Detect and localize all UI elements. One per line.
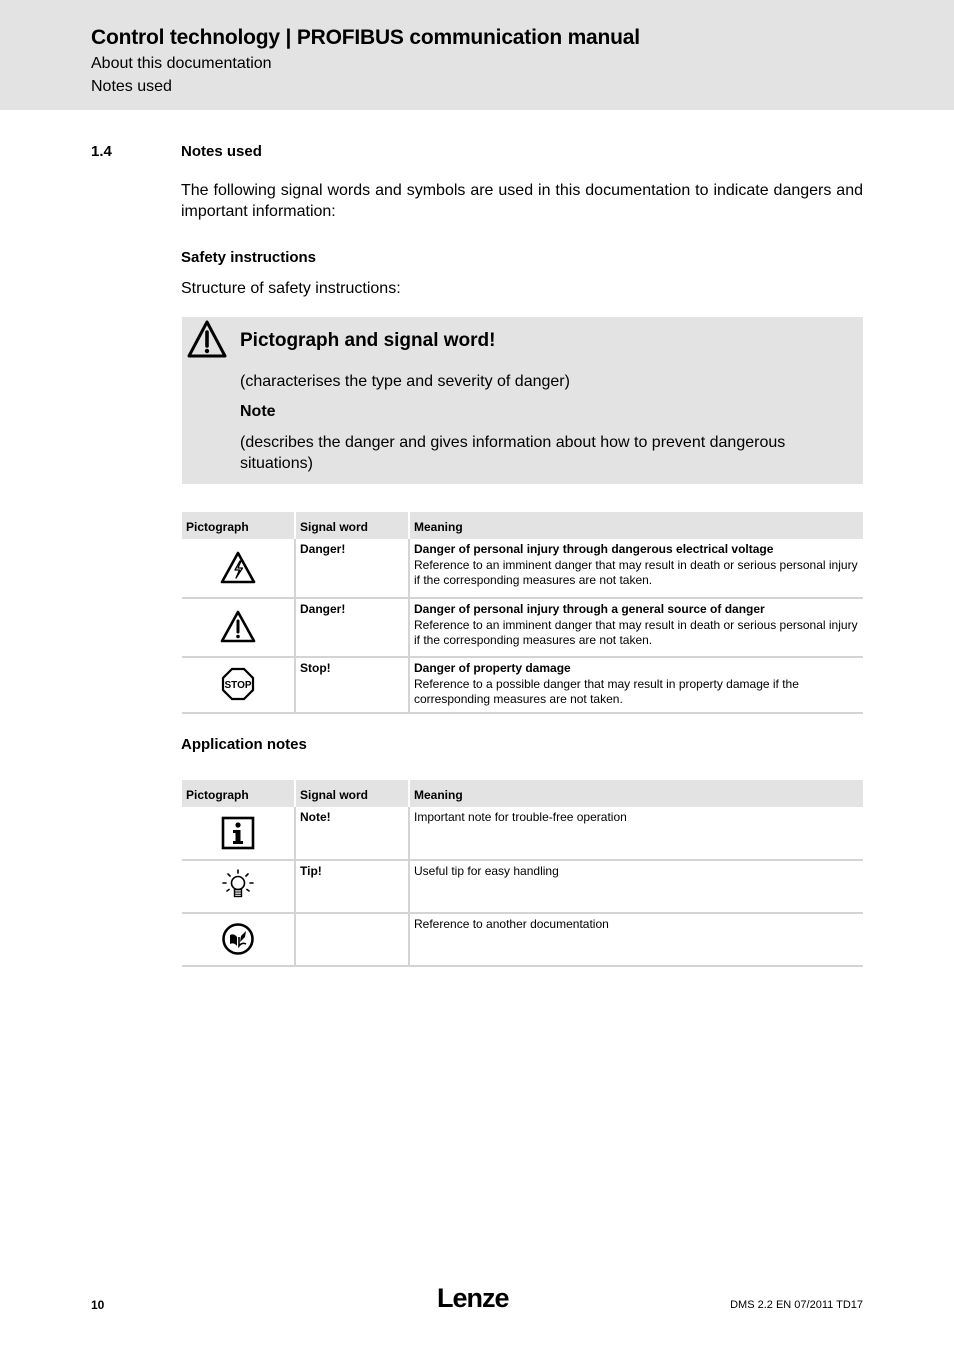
meaning-cell: Important note for trouble-free operation — [409, 807, 863, 860]
pictograph-cell — [182, 913, 295, 966]
box-note-label: Note — [240, 403, 276, 420]
signal-word-cell: Danger! — [295, 598, 409, 657]
page-header — [0, 0, 954, 110]
column-header-signal-word: Signal word — [295, 780, 409, 807]
table-row — [182, 598, 863, 657]
signal-word-cell — [295, 913, 409, 966]
reference-book-icon — [186, 921, 290, 957]
box-title: Pictograph and signal word! — [240, 330, 496, 351]
table-header-row — [182, 780, 863, 807]
application-notes-table — [182, 780, 863, 967]
general-danger-warning-icon — [186, 319, 228, 359]
stop-icon — [186, 667, 290, 701]
intro-paragraph: The following signal words and symbols are used in this documentation to indicate dangers and important information: — [181, 182, 863, 220]
table-row — [182, 913, 863, 966]
pictograph-cell — [182, 807, 295, 860]
column-header-signal-word: Signal word — [295, 512, 409, 539]
column-header-pictograph: Pictograph — [182, 512, 295, 539]
pictograph-cell — [182, 657, 295, 713]
safety-signal-table — [182, 512, 863, 714]
table-row — [182, 860, 863, 913]
section-title: Notes used — [181, 143, 262, 160]
pictograph-cell — [182, 860, 295, 913]
column-header-meaning: Meaning — [409, 512, 863, 539]
electrical-voltage-warning-icon — [186, 551, 290, 585]
application-notes-heading: Application notes — [181, 736, 307, 753]
info-icon — [186, 816, 290, 850]
document-id: DMS 2.2 EN 07/2011 TD17 — [730, 1299, 863, 1311]
lenze-logo: Lenze — [437, 1283, 509, 1313]
pictograph-cell — [182, 598, 295, 657]
meaning-cell: Reference to another documentation — [409, 913, 863, 966]
table-row — [182, 807, 863, 860]
signal-word-cell: Stop! — [295, 657, 409, 713]
meaning-cell: Useful tip for easy handling — [409, 860, 863, 913]
safety-instructions-heading: Safety instructions — [181, 249, 317, 266]
meaning-title: Danger of personal injury through dangerous electrical voltage — [414, 542, 774, 556]
meaning-cell — [409, 598, 863, 657]
lightbulb-icon — [186, 868, 290, 904]
meaning-cell — [409, 657, 863, 713]
stop-icon-text: STOP — [224, 680, 252, 692]
box-description: (characterises the type and severity of danger) — [240, 373, 570, 390]
column-header-pictograph: Pictograph — [182, 780, 295, 807]
meaning-cell — [409, 539, 863, 598]
table-header-row — [182, 512, 863, 539]
meaning-title: Danger of personal injury through a general source of danger — [414, 602, 765, 616]
page-number: 10 — [91, 1298, 105, 1312]
meaning-text: Reference to a possible danger that may result in property damage if the corresponding measures are not taken. — [414, 676, 799, 706]
signal-word-cell: Note! — [295, 807, 409, 860]
meaning-text: Reference to an imminent danger that may result in death or serious personal injury if the corresponding measures are not taken. — [414, 617, 858, 647]
meaning-text: Reference to an imminent danger that may result in death or serious personal injury if the corresponding measures are not taken. — [414, 557, 858, 587]
table-row — [182, 539, 863, 598]
table-row — [182, 657, 863, 713]
signal-word-cell: Tip! — [295, 860, 409, 913]
general-danger-warning-icon — [186, 610, 290, 644]
column-header-meaning: Meaning — [409, 780, 863, 807]
meaning-title: Danger of property damage — [414, 661, 571, 675]
pictograph-cell — [182, 539, 295, 598]
breadcrumb-section: Notes used — [91, 78, 172, 95]
box-note-text: (describes the danger and gives information about how to prevent dangerous situations) — [240, 434, 786, 472]
structure-label: Structure of safety instructions: — [181, 280, 401, 297]
safety-instruction-example-box — [182, 317, 863, 484]
breadcrumb-chapter: About this documentation — [91, 55, 272, 72]
section-number: 1.4 — [91, 143, 112, 160]
signal-word-cell: Danger! — [295, 539, 409, 598]
document-title: Control technology | PROFIBUS communication manual — [91, 26, 640, 49]
